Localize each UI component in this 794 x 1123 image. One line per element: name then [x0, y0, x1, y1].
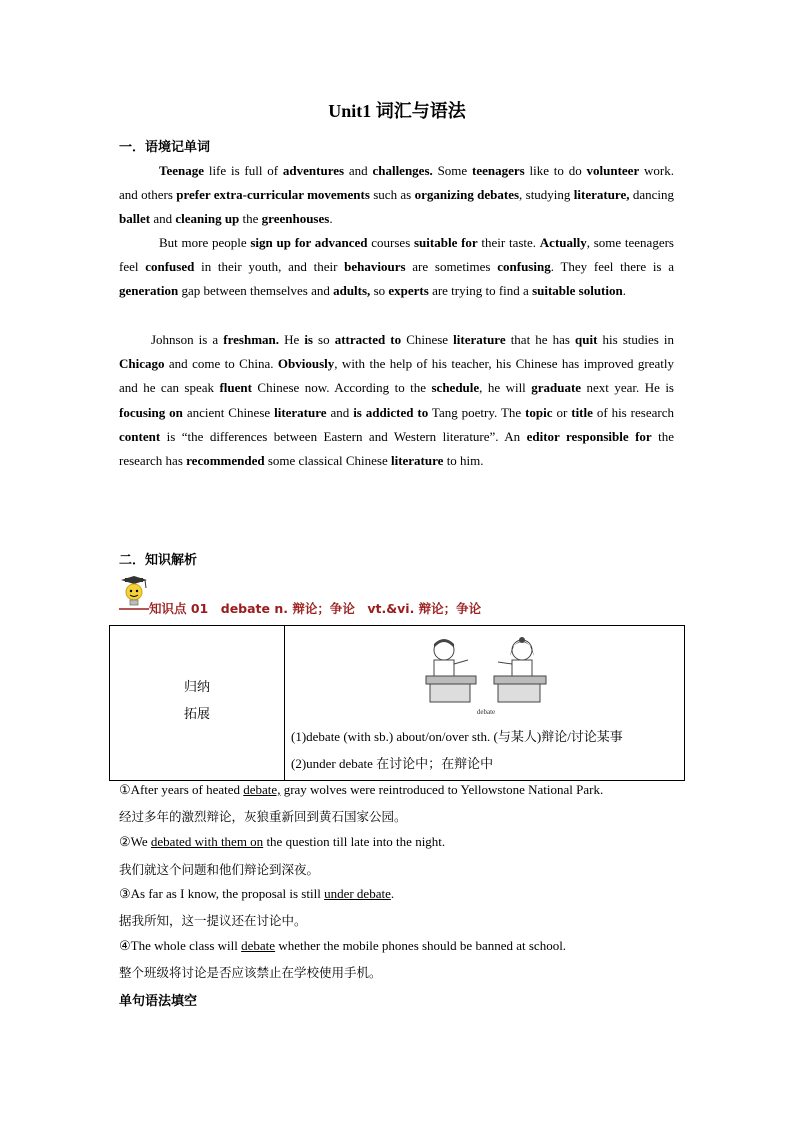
- section-heading-knowledge: 二．知识解析: [119, 553, 198, 568]
- expansion-line-1: (1)debate (with sb.) about/on/over sth. (与某人)辩论/讨论某事: [291, 729, 623, 744]
- example-translation-4: 整个班级将讨论是否应该禁止在学校使用手机。: [119, 965, 382, 980]
- example-sentence-3: ③As far as I know, the proposal is still under debate.: [119, 886, 395, 901]
- debate-illustration: [416, 632, 556, 716]
- paragraph-2: But more people sign up for advanced courses suitable for their taste. Actually, some teenagers feel confused in their youth, and their behaviours are sometimes confusing. They feel there is a generation gap between themselves and adults, so experts are trying to find a suitable solution.: [119, 235, 674, 299]
- expansion-line-2: (2)under debate 在讨论中；在辩论中: [291, 756, 494, 771]
- knowledge-point-title: 知识点 01 debate n. 辩论；争论 vt.&vi. 辩论；争论: [149, 601, 482, 616]
- subsection-heading: 单句语法填空: [119, 994, 198, 1009]
- paragraph-3: Johnson is a freshman. He is so attracted to Chinese literature that he has quit his studies in Chicago and come to China. Obviously, with the help of his teacher, his Chinese has improved greatly and he can speak fluent Chinese now. According to the schedule, he will graduate next year. He is focusing on ancient Chinese literature and is addicted to Tang poetry. The topic or title of his research content is “the differences between Eastern and Western literature”. An editor responsible for the research has recommended some classical Chinese literature to him.: [119, 332, 675, 469]
- example-sentence-1: ①After years of heated debate, gray wolves were reintroduced to Yellowstone National Park.: [119, 782, 604, 797]
- example-translation-2: 我们就这个问题和他们辩论到深夜。: [119, 862, 320, 877]
- example-translation-3: 据我所知，这一提议还在讨论中。: [119, 913, 307, 928]
- example-translation-1: 经过多年的激烈辩论，灰狼重新回到黄石国家公园。: [119, 809, 407, 824]
- section-heading-context-words: 一．语境记单词: [119, 140, 211, 155]
- table-label: 归纳 拓展: [183, 680, 210, 722]
- table-divider: [284, 626, 285, 780]
- example-sentence-4: ④The whole class will debate whether the mobile phones should be banned at school.: [119, 938, 567, 953]
- student-lightbulb-icon: [119, 576, 149, 610]
- page-title: Unit1 词汇与语法: [328, 101, 466, 121]
- summary-table: [109, 625, 685, 781]
- svg-text:debate: debate: [476, 708, 496, 716]
- example-sentence-2: ②We debated with them on the question till late into the night.: [119, 834, 446, 849]
- paragraph-1: Teenage life is full of adventures and challenges. Some teenagers like to do volunteer work. and others prefer extra-curricular movements such as organizing debates, studying literature, dancing ballet and cleaning up the greenhouses.: [119, 163, 674, 227]
